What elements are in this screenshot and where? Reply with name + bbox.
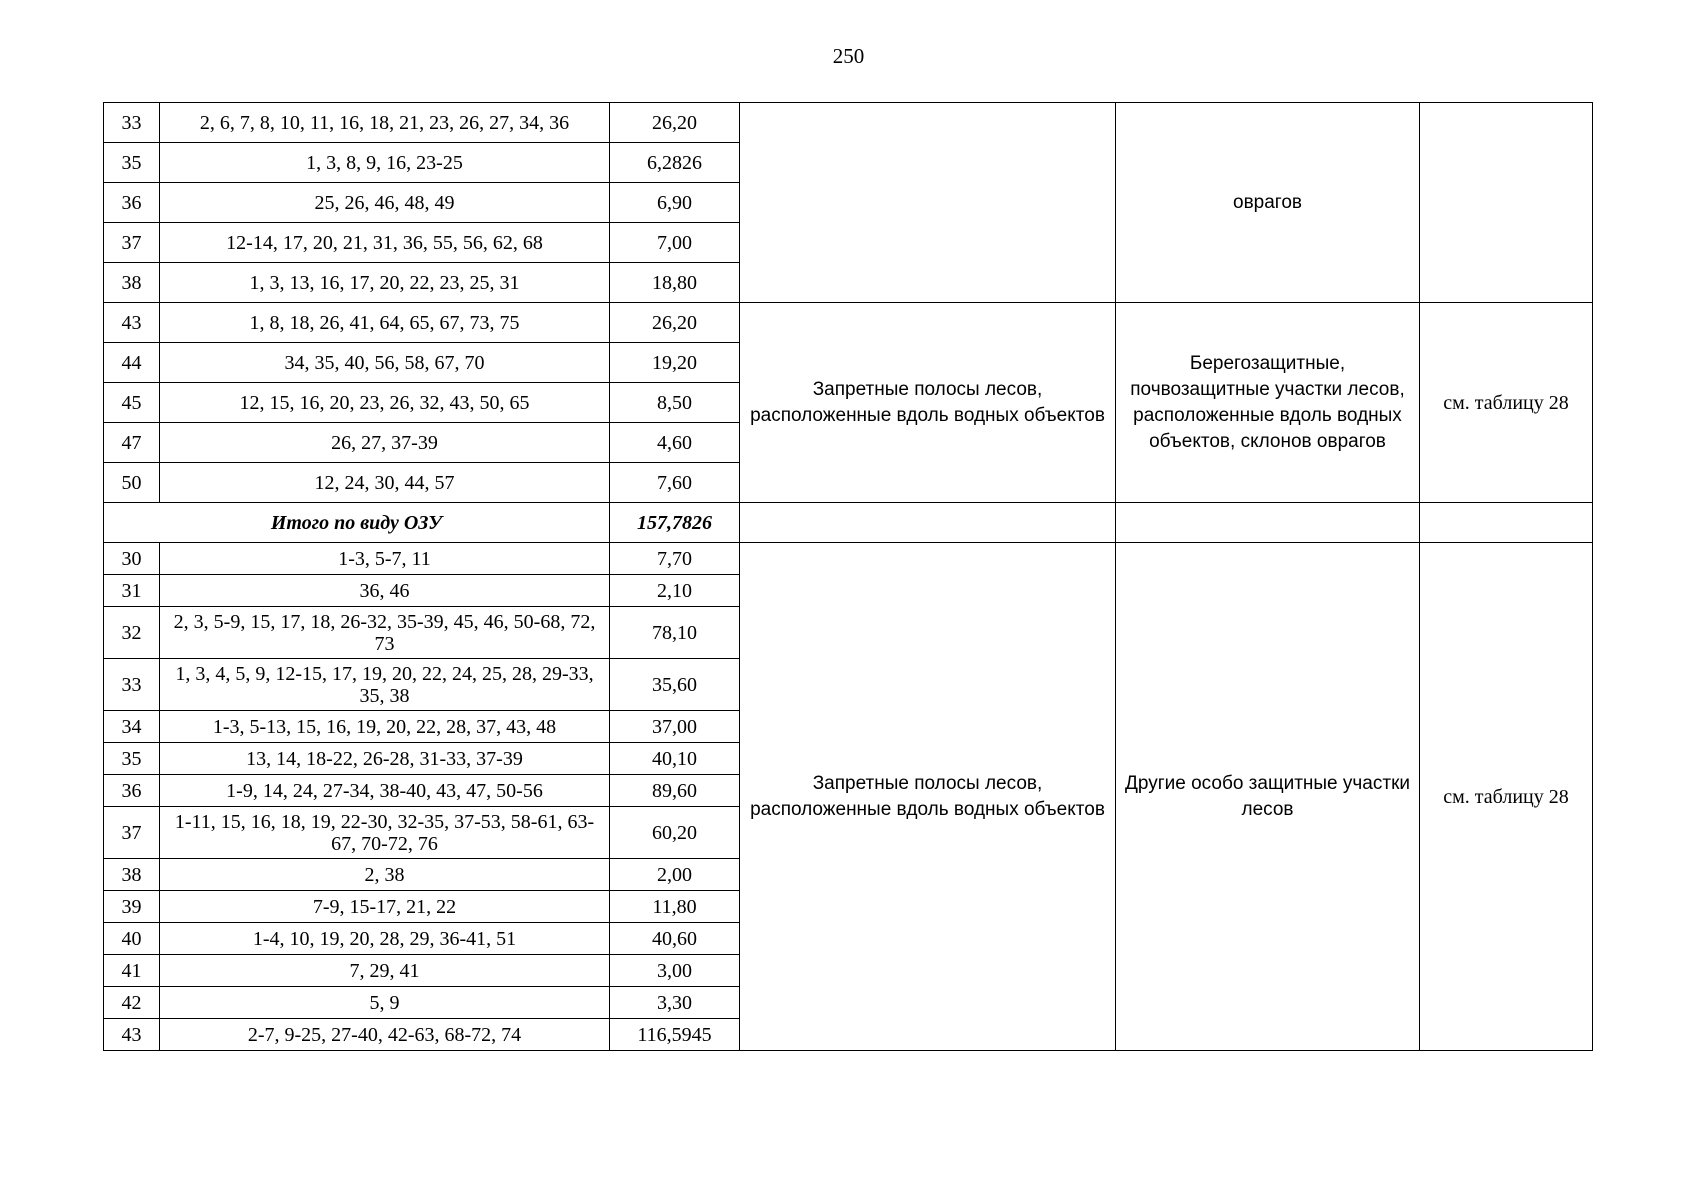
- quarter-cell: 38: [104, 859, 160, 891]
- table-row: [104, 543, 1593, 575]
- subcompartments-cell: 34, 35, 40, 56, 58, 67, 70: [160, 343, 610, 383]
- quarter-cell: 43: [104, 303, 160, 343]
- subcompartments-cell: 1, 3, 13, 16, 17, 20, 22, 23, 25, 31: [160, 263, 610, 303]
- empty-cell: [1420, 503, 1593, 543]
- quarter-cell: 30: [104, 543, 160, 575]
- area-cell: 7,70: [610, 543, 740, 575]
- total-value: 157,7826: [610, 503, 740, 543]
- subcompartments-cell: 5, 9: [160, 987, 610, 1019]
- regime-cell: см. таблицу 28: [1420, 543, 1593, 1051]
- quarter-cell: 36: [104, 775, 160, 807]
- subcompartments-cell: 1, 3, 4, 5, 9, 12-15, 17, 19, 20, 22, 24, 25, 28, 29-33, 35, 38: [160, 659, 610, 711]
- area-cell: 60,20: [610, 807, 740, 859]
- quarter-cell: 34: [104, 711, 160, 743]
- quarter-cell: 47: [104, 423, 160, 463]
- area-cell: 8,50: [610, 383, 740, 423]
- area-cell: 18,80: [610, 263, 740, 303]
- total-label: Итого по виду ОЗУ: [104, 503, 610, 543]
- area-cell: 3,00: [610, 955, 740, 987]
- category-cell: оврагов: [1116, 103, 1420, 303]
- regime-cell: см. таблицу 28: [1420, 303, 1593, 503]
- subcompartments-cell: 13, 14, 18-22, 26-28, 31-33, 37-39: [160, 743, 610, 775]
- area-cell: 6,90: [610, 183, 740, 223]
- quarter-cell: 33: [104, 659, 160, 711]
- empty-cell: [740, 503, 1116, 543]
- quarter-cell: 35: [104, 143, 160, 183]
- quarter-cell: 33: [104, 103, 160, 143]
- area-cell: 89,60: [610, 775, 740, 807]
- subcompartments-cell: 2-7, 9-25, 27-40, 42-63, 68-72, 74: [160, 1019, 610, 1051]
- category-cell: Другие особо защитные участки лесов: [1116, 543, 1420, 1051]
- quarter-cell: 40: [104, 923, 160, 955]
- area-cell: 2,10: [610, 575, 740, 607]
- quarter-cell: 39: [104, 891, 160, 923]
- quarter-cell: 50: [104, 463, 160, 503]
- subcompartments-cell: 1-4, 10, 19, 20, 28, 29, 36-41, 51: [160, 923, 610, 955]
- area-cell: 7,60: [610, 463, 740, 503]
- area-cell: 19,20: [610, 343, 740, 383]
- purpose-cell: Запретные полосы лесов, расположенные вдоль водных объектов: [740, 543, 1116, 1051]
- area-cell: 78,10: [610, 607, 740, 659]
- subcompartments-cell: 2, 38: [160, 859, 610, 891]
- purpose-cell: Запретные полосы лесов, расположенные вдоль водных объектов: [740, 303, 1116, 503]
- area-cell: 3,30: [610, 987, 740, 1019]
- quarter-cell: 36: [104, 183, 160, 223]
- quarter-cell: 35: [104, 743, 160, 775]
- quarter-cell: 37: [104, 807, 160, 859]
- quarter-cell: 32: [104, 607, 160, 659]
- subcompartments-cell: 2, 3, 5-9, 15, 17, 18, 26-32, 35-39, 45, 46, 50-68, 72, 73: [160, 607, 610, 659]
- area-cell: 4,60: [610, 423, 740, 463]
- subcompartments-cell: 7, 29, 41: [160, 955, 610, 987]
- subcompartments-cell: 1-3, 5-13, 15, 16, 19, 20, 22, 28, 37, 43, 48: [160, 711, 610, 743]
- subcompartments-cell: 36, 46: [160, 575, 610, 607]
- table-row: [104, 303, 1593, 343]
- subcompartments-cell: 12, 24, 30, 44, 57: [160, 463, 610, 503]
- subcompartments-cell: 12, 15, 16, 20, 23, 26, 32, 43, 50, 65: [160, 383, 610, 423]
- quarter-cell: 31: [104, 575, 160, 607]
- area-cell: 116,5945: [610, 1019, 740, 1051]
- area-cell: 7,00: [610, 223, 740, 263]
- area-cell: 40,60: [610, 923, 740, 955]
- quarter-cell: 44: [104, 343, 160, 383]
- subcompartments-cell: 1-11, 15, 16, 18, 19, 22-30, 32-35, 37-53, 58-61, 63-67, 70-72, 76: [160, 807, 610, 859]
- table-row: [104, 103, 1593, 143]
- subcompartments-cell: 1-3, 5-7, 11: [160, 543, 610, 575]
- area-cell: 26,20: [610, 303, 740, 343]
- area-cell: 2,00: [610, 859, 740, 891]
- area-cell: 35,60: [610, 659, 740, 711]
- quarter-cell: 38: [104, 263, 160, 303]
- quarter-cell: 41: [104, 955, 160, 987]
- subcompartments-cell: 7-9, 15-17, 21, 22: [160, 891, 610, 923]
- protective-forest-table: [103, 102, 1593, 1051]
- page-number: 250: [832, 44, 865, 68]
- subcompartments-cell: 2, 6, 7, 8, 10, 11, 16, 18, 21, 23, 26, 27, 34, 36: [160, 103, 610, 143]
- subcompartments-cell: 1, 8, 18, 26, 41, 64, 65, 67, 73, 75: [160, 303, 610, 343]
- area-cell: 37,00: [610, 711, 740, 743]
- quarter-cell: 42: [104, 987, 160, 1019]
- subcompartments-cell: 1, 3, 8, 9, 16, 23-25: [160, 143, 610, 183]
- regime-cell: [1420, 103, 1593, 303]
- purpose-cell: [740, 103, 1116, 303]
- quarter-cell: 37: [104, 223, 160, 263]
- subcompartments-cell: 12-14, 17, 20, 21, 31, 36, 55, 56, 62, 68: [160, 223, 610, 263]
- area-cell: 40,10: [610, 743, 740, 775]
- subcompartments-cell: 25, 26, 46, 48, 49: [160, 183, 610, 223]
- quarter-cell: 45: [104, 383, 160, 423]
- area-cell: 26,20: [610, 103, 740, 143]
- area-cell: 11,80: [610, 891, 740, 923]
- total-row: [104, 503, 1593, 543]
- category-cell: Берегозащитные, почвозащитные участки лесов, расположенные вдоль водных объектов, склонов оврагов: [1116, 303, 1420, 503]
- area-cell: 6,2826: [610, 143, 740, 183]
- empty-cell: [1116, 503, 1420, 543]
- subcompartments-cell: 26, 27, 37-39: [160, 423, 610, 463]
- quarter-cell: 43: [104, 1019, 160, 1051]
- subcompartments-cell: 1-9, 14, 24, 27-34, 38-40, 43, 47, 50-56: [160, 775, 610, 807]
